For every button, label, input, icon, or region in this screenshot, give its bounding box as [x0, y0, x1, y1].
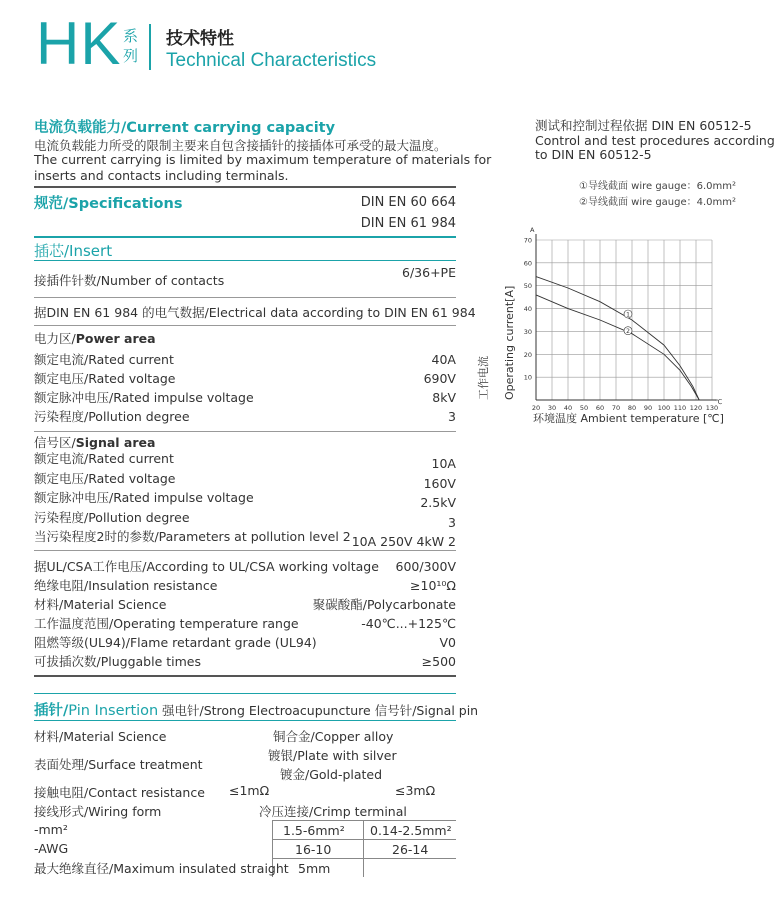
pin-awg-signal: 26-14: [392, 842, 429, 857]
series-label: [123, 26, 138, 66]
signal-row: [34, 489, 456, 510]
pin-surface-silver: 镀银/Plate with silver: [268, 748, 397, 763]
series-char-1: 系: [123, 27, 139, 45]
brand-logo: HK: [36, 10, 122, 77]
power-label: 额定脉冲电压/Rated impulse voltage: [34, 390, 254, 405]
x-tick-label: 130: [705, 404, 719, 412]
x-tick-label: 80: [627, 404, 637, 412]
x-tick-label: 40: [563, 404, 573, 412]
pin-wiring-value: 冷压连接/Crimp terminal: [259, 804, 407, 819]
general-row: [34, 558, 456, 576]
signal-value: 2.5kV: [420, 495, 456, 510]
series-line-1: [536, 277, 699, 400]
electrical-note-text: 据DIN EN 61 984 的电气数据/Electrical data according to DIN EN 61 984: [34, 305, 476, 320]
y-tick-label: 50: [523, 282, 532, 291]
series-char-2: 列: [123, 47, 139, 65]
signal-row: [34, 450, 456, 471]
power-label: 额定电压/Rated voltage: [34, 371, 176, 386]
signal-value: 10A: [431, 456, 456, 471]
y-tick-label: 60: [523, 259, 532, 268]
contacts-value: 6/36+PE: [402, 265, 456, 280]
pin-material-label: 材料/Material Science: [34, 729, 167, 744]
general-value: 600/300V: [395, 559, 456, 574]
x-tick-label: 60: [595, 404, 605, 412]
contacts-row: [34, 265, 456, 290]
spec-standard-1: DIN EN 60 664: [360, 195, 456, 210]
x-tick-label: 30: [547, 404, 557, 412]
power-value: 8kV: [432, 390, 456, 405]
table-rule: [272, 858, 456, 859]
divider: [34, 297, 456, 298]
pin-surface-label: 表面处理/Surface treatment: [34, 757, 203, 772]
power-label: 污染程度/Pollution degree: [34, 409, 190, 424]
signal-label: 污染程度/Pollution degree: [34, 509, 190, 525]
general-value: ≥10¹⁰Ω: [410, 578, 456, 593]
legend-wire-6: ①导线截面 wire gauge：6.0mm²: [579, 181, 737, 192]
pin-contact-label: 接触电阻/Contact resistance: [34, 785, 205, 800]
x-tick-label: 50: [579, 404, 589, 412]
y-unit-label: A: [530, 226, 535, 234]
pin-wiring-label: 接线形式/Wiring form: [34, 804, 162, 819]
divider: [34, 325, 456, 326]
pin-heading-en: Pin Insertion: [68, 703, 159, 719]
chart-ylabel: [475, 356, 491, 400]
general-row: [34, 634, 456, 652]
signal-label: 额定电流/Rated current: [34, 451, 174, 466]
page-title-en: Technical Characteristics: [166, 50, 377, 71]
table-rule: [363, 820, 364, 877]
signal-label: 额定电压/Rated voltage: [34, 470, 176, 486]
pin-mm2-label: -mm²: [34, 822, 68, 837]
specifications-heading: 规范/Specifications: [34, 196, 183, 212]
current-capacity-heading: 电流负载能力/Current carrying capacity: [34, 120, 336, 136]
divider: [34, 550, 456, 551]
series-label-1: 1: [626, 311, 630, 319]
general-label: 工作温度范围/Operating temperature range: [34, 616, 299, 631]
signal-label: 额定脉冲电压/Rated impulse voltage: [34, 490, 254, 505]
chart-ylabel-cn: 工作电流: [477, 356, 490, 400]
signal-label: 当污染程度2时的参数/Parameters at pollution level 2: [34, 529, 351, 544]
general-value: ≥500: [421, 654, 456, 669]
chart-xlabel: 环境温度 Ambient temperature [℃]: [533, 412, 724, 425]
y-tick-label: 40: [523, 305, 532, 314]
x-tick-label: 100: [657, 404, 671, 412]
x-unit-label: ℃: [715, 398, 723, 406]
pin-mm2-strong: 1.5-6mm²: [283, 823, 345, 838]
pin-awg-strong: 16-10: [295, 842, 332, 857]
power-area-cn: 电力区/: [34, 331, 76, 346]
y-tick-label: 70: [523, 236, 532, 245]
pin-material-value: 铜合金/Copper alloy: [273, 729, 394, 744]
pin-contact-strong: ≤1mΩ: [229, 783, 270, 798]
pin-contact-signal: ≤3mΩ: [395, 783, 436, 798]
general-label: 绝缘电阻/Insulation resistance: [34, 578, 218, 593]
spec-standard-2: DIN EN 61 984: [360, 216, 456, 231]
signal-row: [34, 528, 456, 549]
contacts-label: 接插件针数/Number of contacts: [34, 273, 225, 288]
pin-heading: [34, 699, 158, 720]
general-value: -40℃...+125℃: [361, 616, 456, 631]
pin-max-label: 最大绝缘直径/Maximum insulated straight: [34, 861, 289, 876]
power-area-en: Power area: [75, 331, 156, 346]
chart-ylabel-en: Operating current[A]: [503, 285, 516, 400]
power-area-heading: [34, 330, 456, 348]
electrical-note: [34, 304, 476, 322]
pin-max-strong: 5mm: [298, 861, 331, 876]
pin-mm2-signal: 0.14-2.5mm²: [370, 823, 452, 838]
table-rule: [272, 839, 456, 840]
power-value: 690V: [423, 371, 456, 386]
y-tick-label: 10: [523, 373, 532, 382]
general-row: [34, 596, 456, 614]
header-divider: [149, 24, 151, 70]
legend-wire-4: ②导线截面 wire gauge：4.0mm²: [579, 197, 737, 208]
signal-value: 10A 250V 4kW 2: [351, 534, 456, 549]
series-line-2: [536, 295, 699, 400]
x-tick-label: 120: [689, 404, 703, 412]
y-tick-label: 20: [523, 350, 532, 359]
signal-area-en: Signal area: [75, 435, 156, 450]
current-desc-en-2: inserts and contacts including terminals.: [34, 168, 289, 183]
power-value: 40A: [431, 352, 456, 367]
insert-heading: 插芯/Insert: [34, 242, 113, 260]
series-label-2: 2: [626, 328, 630, 336]
signal-area-cn: 信号区/: [34, 435, 76, 450]
power-row: [34, 389, 456, 407]
test-line-cn: 测试和控制过程依据 DIN EN 60512-5: [535, 118, 752, 133]
divider: [34, 186, 456, 188]
current-desc-en-1: The current carrying is limited by maximum temperature of materials for: [34, 152, 492, 167]
pin-subtitle: 强电针/Strong Electroacupuncture 信号针/Signal pin: [162, 703, 479, 718]
power-value: 3: [448, 409, 456, 424]
power-area-title: [34, 330, 156, 348]
signal-value: 160V: [423, 475, 456, 491]
test-line-en-1: Control and test procedures according: [535, 133, 775, 148]
signal-value: 3: [448, 514, 456, 530]
general-row: [34, 577, 456, 595]
power-row: [34, 408, 456, 426]
divider: [34, 693, 456, 694]
test-line-en-2: to DIN EN 60512-5: [535, 147, 652, 162]
x-tick-label: 70: [611, 404, 621, 412]
general-row: [34, 653, 456, 671]
general-label: 材料/Material Science: [34, 597, 167, 612]
general-row: [34, 615, 456, 633]
x-tick-label: 90: [643, 404, 653, 412]
general-label: 可拔插次数/Pluggable times: [34, 654, 201, 669]
current-derating-chart: [480, 222, 742, 432]
power-row: [34, 351, 456, 369]
x-tick-label: 110: [673, 404, 687, 412]
general-label: 据UL/CSA工作电压/According to UL/CSA working voltage: [34, 559, 379, 574]
general-value: V0: [439, 635, 456, 650]
divider: [34, 675, 456, 677]
y-tick-label: 30: [523, 327, 532, 336]
divider: [34, 236, 456, 238]
pin-awg-label: -AWG: [34, 841, 69, 856]
signal-row: [34, 509, 456, 530]
divider: [34, 431, 456, 432]
power-label: 额定电流/Rated current: [34, 352, 174, 367]
power-row: [34, 370, 456, 388]
general-label: 阻燃等级(UL94)/Flame retardant grade (UL94): [34, 635, 317, 650]
general-value: 聚碳酸酯/Polycarbonate: [312, 597, 456, 612]
pin-heading-cn: 插针/: [34, 703, 69, 719]
divider: [34, 720, 456, 721]
signal-row: [34, 470, 456, 491]
divider: [34, 260, 456, 261]
x-tick-label: 20: [531, 404, 541, 412]
page-title-cn: 技术特性: [166, 29, 234, 49]
pin-surface-gold: 镀金/Gold-plated: [280, 767, 383, 782]
table-rule: [272, 820, 456, 821]
current-desc-cn: 电流负载能力所受的限制主要来自包含接插针的接插体可承受的最大温度。: [34, 138, 447, 153]
